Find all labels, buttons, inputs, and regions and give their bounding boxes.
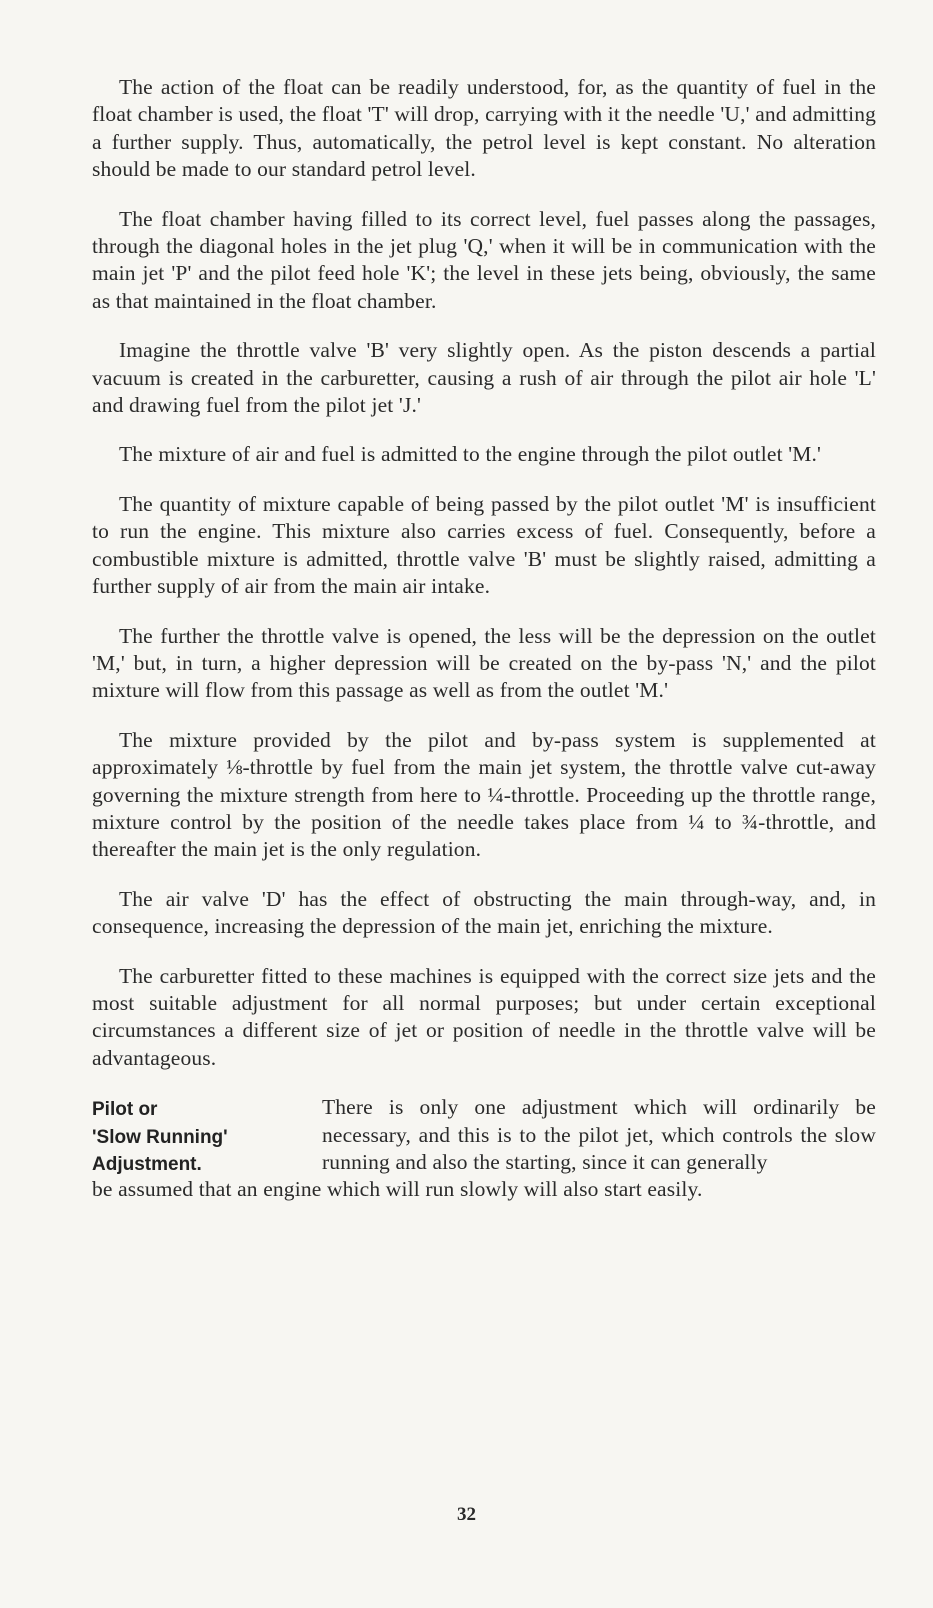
paragraph-float-action: The action of the float can be readily understood, for, as the quantity of fuel in the float chamber is used, the float 'T' will drop, carrying with it the needle 'U,' and admitting a further supply. Thus, automatically, the petrol level is kept constant. No alteration should be made to our standard petrol level. bbox=[92, 75, 876, 182]
paragraph-mixture-quantity: The quantity of mixture capable of being passed by the pilot outlet 'M' is insufficient to run the engine. This mixture also carries excess of fuel. Consequently, before a combustible mixture is admitted, throttle valve 'B' must be slightly raised, admitting a further supply of air from the main air intake. bbox=[92, 491, 876, 599]
side-heading bbox=[92, 1096, 312, 1178]
paragraph-main-jet-system: The mixture provided by the pilot and by-pass system is supplemented at approximately ⅛-throttle by fuel from the main jet system, the throttle valve cut-away governing the mixture strength from here to ¼-throttle. Proceeding up the throttle range, mixture control by the position of the needle takes place from ¼ to ¾-throttle, and thereafter the main jet is the only regulation. bbox=[92, 727, 876, 862]
page-number: 32 bbox=[457, 1504, 476, 1525]
paragraph-jet-sizes: The carburetter fitted to these machines is equipped with the correct size jets and the most suitable adjustment for all normal purposes; but under certain exceptional circumstances a different size of jet or position of needle in the throttle valve will be advantageous. bbox=[92, 963, 876, 1070]
side-section-lead: There is only one adjustment which will ordinarily be necessary, and this is to the pilot jet, which controls the slow running and also the starting, since it can generally bbox=[322, 1095, 876, 1174]
paragraph-bypass: The further the throttle valve is opened, the less will be the depression on the outlet 'M,' but, in turn, a higher depression will be created on the by-pass 'N,' and the pilot mixture will flow from this passage as well as from the outlet 'M.' bbox=[92, 623, 876, 703]
paragraph-air-valve: The air valve 'D' has the effect of obstructing the main through-way, and, in consequence, increasing the depression of the main jet, enriching the mixture. bbox=[92, 886, 876, 939]
paragraph-float-chamber: The float chamber having filled to its correct level, fuel passes along the passages, through the diagonal holes in the jet plug 'Q,' when it will be in communication with the main jet 'P' and the pilot feed hole 'K'; the level in these jets being, obviously, the same as that maintained in the float chamber. bbox=[92, 206, 876, 313]
side-section-rest: be assumed that an engine which will run slowly will also start easily. bbox=[92, 1177, 703, 1202]
pilot-adjustment-section bbox=[92, 1094, 876, 1204]
paragraph-pilot-outlet: The mixture of air and fuel is admitted to the engine through the pilot outlet 'M.' bbox=[119, 442, 822, 467]
paragraph-throttle-open: Imagine the throttle valve 'B' very slightly open. As the piston descends a partial vacuum is created in the carburetter, causing a rush of air through the pilot air hole 'L' and drawing fuel from the pilot jet 'J.' bbox=[92, 338, 876, 418]
side-heading-line: Pilot or bbox=[92, 1099, 158, 1121]
page-body bbox=[92, 74, 876, 1204]
side-heading-line: Adjustment. bbox=[92, 1154, 202, 1175]
side-heading-line: 'Slow Running' bbox=[92, 1126, 228, 1148]
